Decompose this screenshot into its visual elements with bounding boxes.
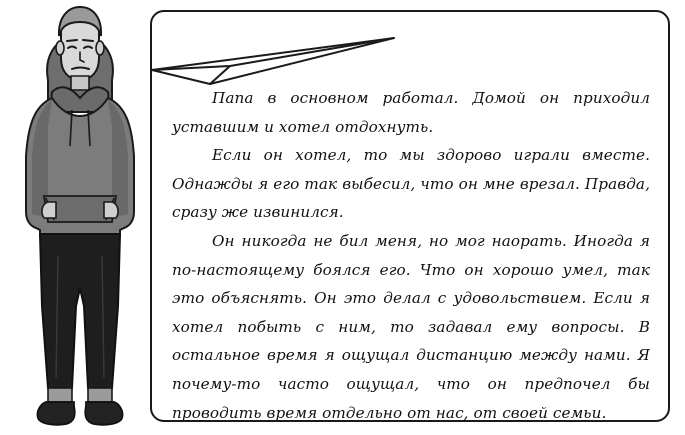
- neck: [71, 76, 89, 90]
- ear-left: [56, 41, 64, 55]
- person-figure: [26, 7, 134, 425]
- paper-plane-icon: [150, 36, 400, 90]
- eyebrow-right: [83, 40, 93, 41]
- sock-right: [88, 388, 112, 402]
- ear-right: [96, 41, 104, 55]
- paragraph-2: Если он хотел, то мы здорово играли вместе. Однажды я его так выбесил, что он мне врезал. Правда, сразу же извинился.: [172, 146, 650, 222]
- story-text: [172, 84, 650, 427]
- sock-left: [48, 388, 72, 402]
- paragraph-3: Он никогда не бил меня, но мог наорать. Иногда я по-настоящему боялся его. Что он хорошо умел, так это объяснять. Он это делал с удовольствием. Если я хотел побыть с ним, то задавал ему вопросы. В остальное время я ощущал дистанцию между нами. Я почему-то часто ощущал, что он предпочел бы проводить время отдельно от нас, от своей семьи.: [172, 231, 650, 422]
- shoe-left: [37, 402, 74, 425]
- standing-man-illustration: [14, 6, 146, 430]
- paragraph-1: Папа в основном работал. Домой он приходил уставшим и хотел отдохнуть.: [172, 89, 650, 136]
- eyebrow-left: [67, 40, 77, 41]
- pants: [40, 234, 120, 388]
- shoe-right: [85, 402, 122, 425]
- hand-right: [104, 202, 118, 218]
- hand-left: [42, 202, 56, 218]
